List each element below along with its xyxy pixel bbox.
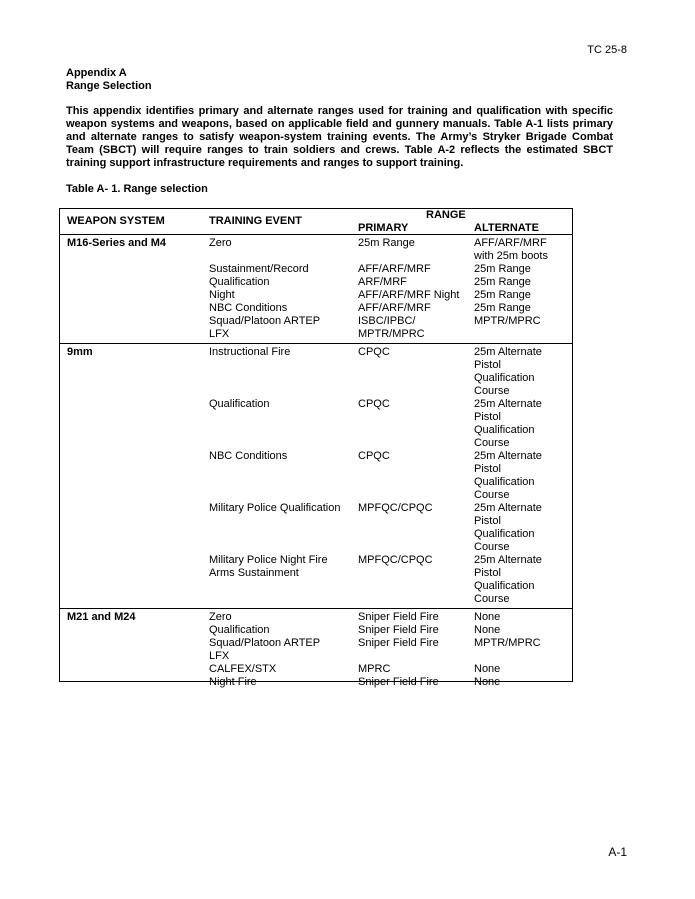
group-divider (60, 343, 572, 344)
alternate-range-cell: 25m Alternate Pistol Qualification Course (474, 554, 542, 605)
primary-range-cell: Sniper Field Fire (358, 611, 439, 623)
primary-range-cell: Sniper Field Fire (358, 676, 439, 688)
training-event-cell: CALFEX/STX (209, 663, 277, 675)
primary-range-cell: Sniper Field Fire (358, 637, 439, 649)
primary-range-cell: ARF/MRF (358, 276, 407, 288)
header-divider (60, 234, 572, 235)
alternate-range-cell: 25m Range (474, 302, 531, 314)
alternate-range-cell: None (474, 676, 501, 688)
alternate-range-cell: 25m Alternate Pistol Qualification Course (474, 502, 542, 553)
training-event-cell: Military Police Qualification (209, 502, 341, 514)
training-event-cell: Night Fire (209, 676, 257, 688)
training-event-cell: Instructional Fire (209, 346, 291, 358)
alternate-range-cell: AFF/ARF/MRF with 25m boots (474, 237, 548, 262)
intro-paragraph: This appendix identifies primary and alternate ranges used for training and qualification with specific weapon systems and weapons, based on applicable field and gunnery manuals. Table A-1 lists primary and alternate ranges to satisfy weapon-system training events. The Army’s Stryker Brigade Combat Team (SBCT) will require ranges to train soldiers and crews. Table A-2 reflects the estimated SBCT training support infrastructure requirements and ranges to support training. (66, 105, 613, 169)
header-training-event: TRAINING EVENT (209, 215, 302, 227)
header-primary: PRIMARY (358, 222, 409, 234)
range-selection-table (59, 208, 573, 688)
weapon-system-cell: 9mm (67, 346, 93, 358)
weapon-system-cell: M21 and M24 (67, 611, 136, 623)
table-caption: Table A- 1. Range selection (66, 183, 208, 195)
training-event-cell: Qualification (209, 276, 270, 288)
alternate-range-cell: 25m Alternate Pistol Qualification Course (474, 450, 542, 501)
header-alternate: ALTERNATE (474, 222, 539, 234)
weapon-system-cell: M16-Series and M4 (67, 237, 167, 249)
training-event-cell: Zero (209, 237, 232, 249)
primary-range-cell: MPFQC/CPQC (358, 502, 433, 514)
training-event-cell: Night (209, 289, 235, 301)
alternate-range-cell: None (474, 611, 501, 623)
training-event-cell: Qualification (209, 398, 270, 410)
primary-range-cell: CPQC (358, 398, 390, 410)
primary-range-cell: CPQC (358, 450, 390, 462)
appendix-heading (66, 67, 152, 93)
training-event-cell: Sustainment/Record (209, 263, 309, 275)
primary-range-cell: AFF/ARF/MRF (358, 302, 431, 314)
alternate-range-cell: 25m Alternate Pistol Qualification Course (474, 346, 542, 397)
header-weapon-system: WEAPON SYSTEM (67, 215, 165, 227)
alternate-range-cell: None (474, 624, 501, 636)
training-event-cell: NBC Conditions (209, 450, 288, 462)
primary-range-cell: AFF/ARF/MRF Night (358, 289, 460, 301)
training-event-cell: Zero (209, 611, 232, 623)
alternate-range-cell: 25m Range (474, 276, 531, 288)
training-event-cell: NBC Conditions (209, 302, 288, 314)
document-id: TC 25-8 (587, 44, 627, 56)
page-number: A-1 (608, 845, 627, 859)
alternate-range-cell: MPTR/MPRC (474, 637, 541, 649)
alternate-range-cell: 25m Range (474, 263, 531, 275)
primary-range-cell: MPRC (358, 663, 391, 675)
alternate-range-cell: 25m Alternate Pistol Qualification Course (474, 398, 542, 449)
appendix-title: Appendix A (66, 67, 127, 79)
primary-range-cell: CPQC (358, 346, 390, 358)
training-event-cell: Squad/Platoon ARTEP LFX (209, 637, 321, 662)
alternate-range-cell: MPTR/MPRC (474, 315, 541, 327)
header-range: RANGE (426, 209, 466, 221)
primary-range-cell: ISBC/IPBC/ MPTR/MPRC (358, 315, 425, 340)
training-event-cell: Military Police Night Fire Arms Sustainment (209, 554, 328, 579)
primary-range-cell: Sniper Field Fire (358, 624, 439, 636)
appendix-subtitle: Range Selection (66, 80, 152, 92)
primary-range-cell: 25m Range (358, 237, 415, 249)
primary-range-cell: MPFQC/CPQC (358, 554, 433, 566)
alternate-range-cell: 25m Range (474, 289, 531, 301)
alternate-range-cell: None (474, 663, 501, 675)
group-divider (60, 608, 572, 609)
training-event-cell: Qualification (209, 624, 270, 636)
training-event-cell: Squad/Platoon ARTEP LFX (209, 315, 321, 340)
primary-range-cell: AFF/ARF/MRF (358, 263, 431, 275)
